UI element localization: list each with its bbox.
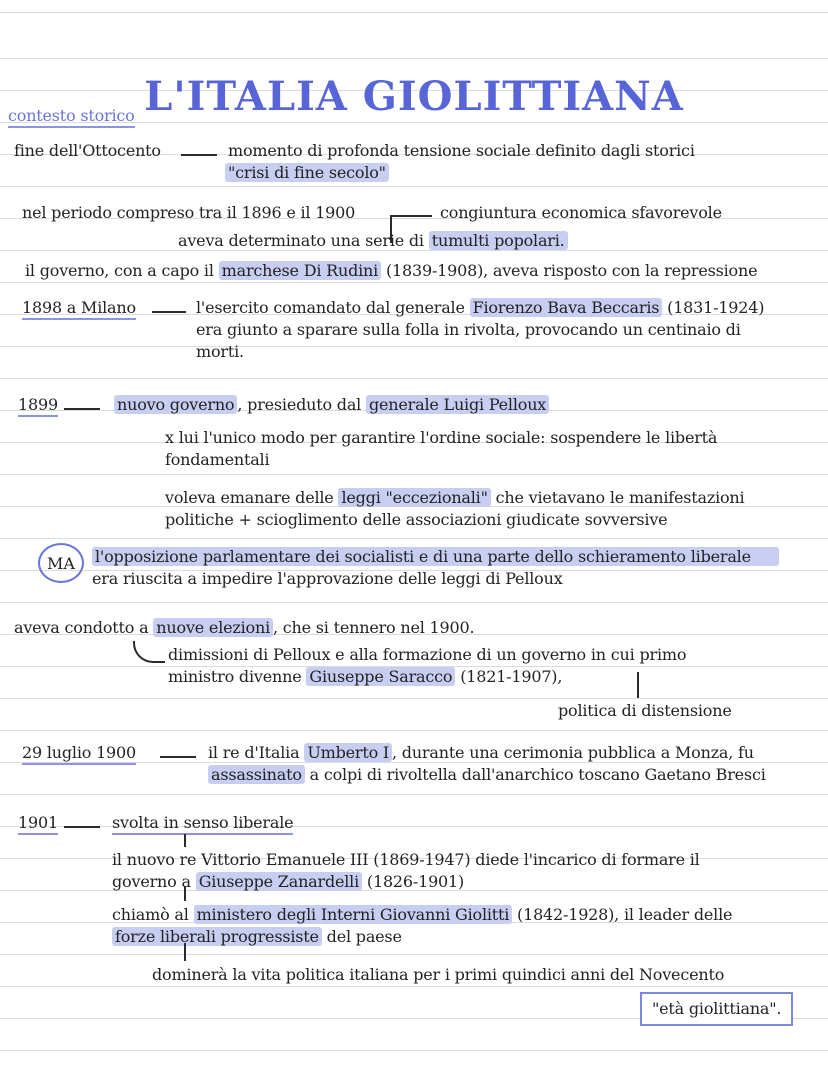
text-segment: , presieduto dal	[237, 395, 366, 414]
saracco-line2	[168, 666, 562, 688]
pelloux-sub2-line2: politiche + scioglimento delle associazioni giudicate sovversive	[165, 510, 668, 529]
highlight-giuseppe-saracco: Giuseppe Saracco	[306, 667, 455, 686]
highlight-assassinato: assassinato	[208, 765, 305, 784]
dominera-line: dominerà la vita politica italiana per i primi quindici anni del Novecento	[152, 965, 725, 984]
monza-1900-line2	[208, 764, 766, 786]
highlight-nuovo-governo: nuovo governo	[114, 395, 237, 414]
fine-ottocento-label: fine dell'Ottocento	[14, 141, 161, 160]
pelloux-1899-line1	[114, 394, 549, 416]
connector-curve	[133, 641, 165, 663]
highlight-leggi-eccezionali: leggi "eccezionali"	[338, 488, 490, 507]
svolta-1901-label	[18, 812, 58, 834]
connector-dash	[181, 154, 217, 156]
eta-giolittiana-text: "età giolittiana".	[652, 999, 782, 1018]
svolta-1901-sublabel-text: svolta in senso liberale	[112, 813, 293, 835]
pelloux-sub1-line2: fondamentali	[165, 450, 270, 469]
connector-dash	[64, 408, 100, 410]
text-segment: a colpi di rivoltella dall'anarchico toscano Gaetano Bresci	[304, 765, 766, 784]
zanardelli-line1: il nuovo re Vittorio Emanuele III (1869-1947) diede l'incarico di formare il	[112, 850, 700, 869]
text-segment: (1831-1924)	[662, 298, 765, 317]
connector-dash	[152, 311, 186, 313]
highlight-crisi-di-fine-secolo: "crisi di fine secolo"	[225, 163, 389, 182]
pelloux-1899-label	[18, 394, 58, 416]
periodo-left-text: nel periodo compreso tra il 1896 e il 1900	[22, 203, 356, 222]
monza-1900-label	[22, 742, 136, 764]
ma-line2: era riuscita a impedire l'approvazione delle leggi di Pelloux	[92, 569, 563, 588]
text-segment: ministro divenne	[168, 667, 307, 686]
highlight-forze-liberali-progressiste: forze liberali progressiste	[112, 927, 322, 946]
highlight-giuseppe-zanardelli: Giuseppe Zanardelli	[196, 872, 362, 891]
pelloux-1899-label-text: 1899	[18, 395, 58, 417]
text-segment: aveva condotto a	[14, 618, 154, 637]
page-title: L'ITALIA GIOLITTIANA	[144, 72, 684, 120]
connector-vline	[184, 943, 186, 961]
text-segment: , durante una cerimonia pubblica a Monza, fu	[392, 743, 754, 762]
ma-circle	[38, 543, 84, 583]
text-segment: (1821-1907),	[455, 667, 563, 686]
text-segment: il re d'Italia	[208, 743, 305, 762]
highlight-umberto-i: Umberto I	[304, 743, 392, 762]
elezioni-line	[14, 617, 474, 639]
highlight-ministero-interni-giolitti: ministero degli Interni Giovanni Giolitti	[194, 905, 513, 924]
connector-vline	[184, 886, 186, 901]
highlight-generale-pelloux: generale Luigi Pelloux	[366, 395, 549, 414]
fine-ottocento-line2	[225, 162, 389, 184]
connector-vline	[184, 834, 186, 847]
ma-line1	[92, 546, 779, 568]
milano-1898-label	[22, 297, 136, 319]
text-segment: governo a	[112, 872, 196, 891]
highlight-nuove-elezioni: nuove elezioni	[153, 618, 273, 637]
text-segment: chiamò al	[112, 905, 194, 924]
text-segment: (1842-1928), il leader delle	[512, 905, 733, 924]
connector-dash	[160, 756, 196, 758]
milano-1898-line2: era giunto a sparare sulla folla in rivolta, provocando un centinaio di	[196, 320, 741, 339]
periodo-right-text: congiuntura economica sfavorevole	[440, 203, 722, 222]
highlight-opposizione-parlamentare: l'opposizione parlamentare dei socialisti e di una parte dello schieramento liberale	[92, 547, 779, 566]
connector-vline	[637, 672, 639, 698]
text-segment: aveva determinato una serie di	[178, 231, 429, 250]
connector-dash	[64, 826, 100, 828]
giolitti-line2	[112, 926, 402, 948]
milano-1898-line3: morti.	[196, 342, 244, 361]
svolta-1901-label-text: 1901	[18, 813, 58, 835]
ma-label: MA	[47, 553, 75, 573]
milano-1898-line1	[196, 297, 764, 319]
highlight-bava-beccaris: Fiorenzo Bava Beccaris	[470, 298, 663, 317]
distensione-note: politica di distensione	[558, 701, 732, 720]
text-segment: che vietavano le manifestazioni	[490, 488, 745, 507]
saracco-line1: dimissioni di Pelloux e alla formazione di un governo in cui primo	[168, 645, 687, 664]
governo-rudini-line	[25, 260, 757, 282]
highlight-marchese-di-rudini: marchese Di Rudini	[219, 261, 381, 280]
zanardelli-line2	[112, 871, 464, 893]
pelloux-sub2-line1	[165, 487, 744, 509]
text-segment: (1839-1908), aveva risposto con la repressione	[381, 261, 758, 280]
text-segment: l'esercito comandato dal generale	[196, 298, 470, 317]
periodo-result-line	[178, 230, 568, 252]
svolta-1901-sublabel	[112, 812, 293, 834]
highlight-tumulti-popolari: tumulti popolari.	[429, 231, 568, 250]
text-segment: del paese	[321, 927, 402, 946]
text-segment: voleva emanare delle	[165, 488, 339, 507]
text-segment: (1826-1901)	[362, 872, 465, 891]
eta-giolittiana-box	[640, 992, 793, 1026]
text-segment: il governo, con a capo il	[25, 261, 219, 280]
fine-ottocento-line1: momento di profonda tensione sociale definito dagli storici	[228, 141, 695, 160]
giolitti-line1	[112, 904, 732, 926]
pelloux-sub1-line1: x lui l'unico modo per garantire l'ordine sociale: sospendere le libertà	[165, 428, 718, 447]
milano-1898-label-text: 1898 a Milano	[22, 298, 136, 320]
section-heading	[8, 105, 135, 127]
monza-1900-line1	[208, 742, 754, 764]
monza-1900-label-text: 29 luglio 1900	[22, 743, 136, 765]
section-heading-label: contesto storico	[8, 106, 135, 128]
text-segment: , che si tennero nel 1900.	[273, 618, 475, 637]
